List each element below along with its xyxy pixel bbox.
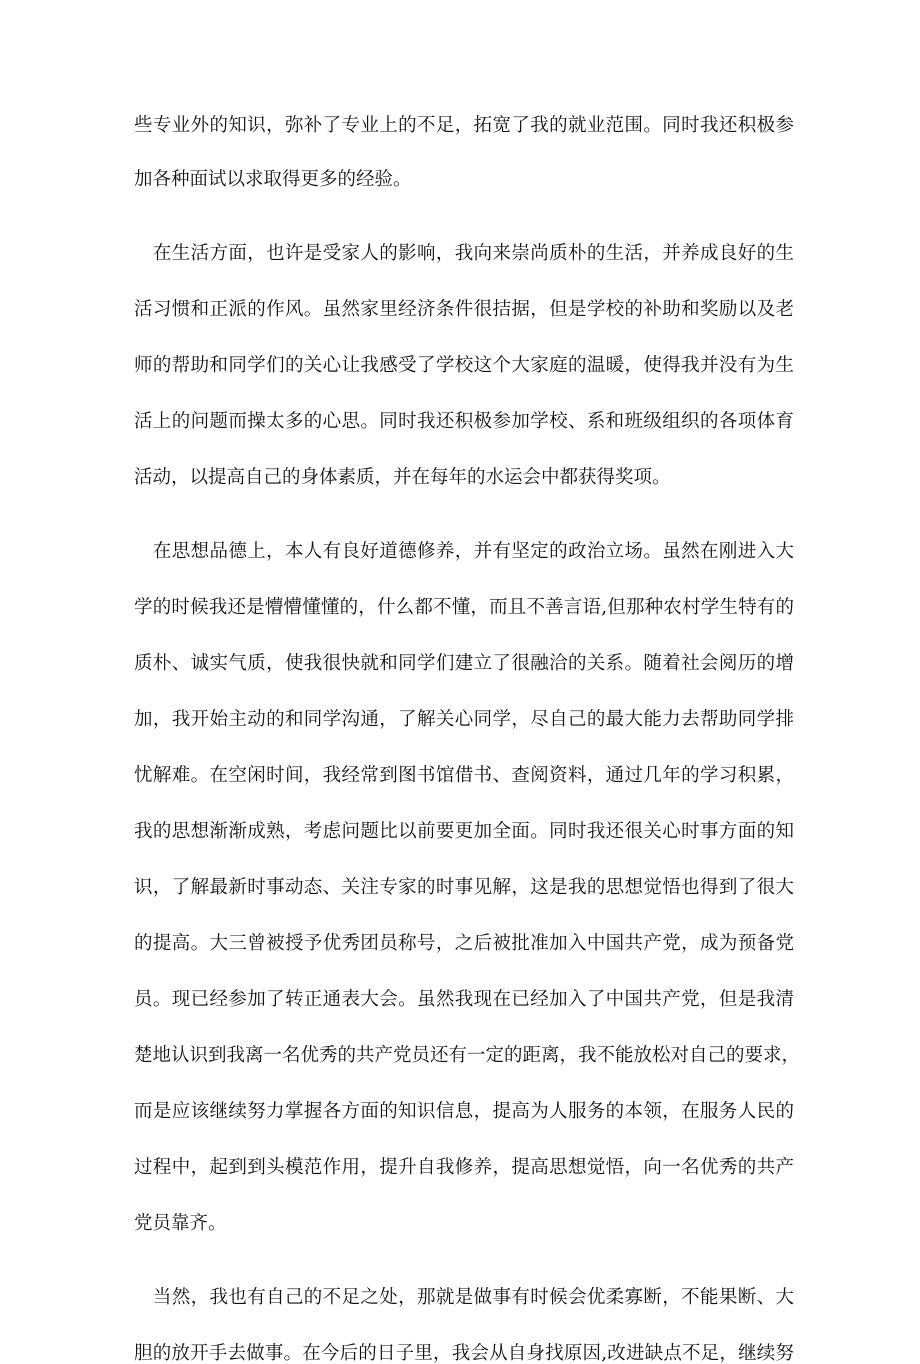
text-line: 在思想品德上，本人有良好道德修养，并有坚定的政治立场。虽然在刚进入大 [134,541,794,562]
text-line: 在生活方面，也许是受家人的影响，我向来崇尚质朴的生活，并养成良好的生 [134,243,794,264]
text-line: 当然，我也有自己的不足之处，那就是做事有时候会优柔寡断，不能果断、大 [134,1287,794,1308]
text-line: 活习惯和正派的作风。虽然家里经济条件很拮据，但是学校的补助和奖励以及老 [134,299,794,320]
text-line: 加各种面试以求取得更多的经验。 [134,169,412,190]
text-line: 忧解难。在空闲时间，我经常到图书馆借书、查阅资料，通过几年的学习积累， [134,765,794,786]
text-line: 而是应该继续努力掌握各方面的知识信息，提高为人服务的本领，在服务人民的 [134,1101,794,1122]
text-line: 我的思想渐渐成熟，考虑问题比以前要更加全面。同时我还很关心时事方面的知 [134,821,794,842]
text-line: 质朴、诚实气质，使我很快就和同学们建立了很融洽的关系。随着社会阅历的增 [134,653,794,674]
text-line: 加，我开始主动的和同学沟通，了解关心同学，尽自己的最大能力去帮助同学排 [134,709,794,730]
text-line: 的提高。大三曾被授予优秀团员称号，之后被批准加入中国共产党，成为预备党 [134,933,794,954]
text-line: 楚地认识到我离一名优秀的共产党员还有一定的距离，我不能放松对自己的要求， [134,1045,801,1066]
text-line: 些专业外的知识，弥补了专业上的不足，拓宽了我的就业范围。同时我还积极参 [134,115,794,136]
text-line: 党员靠齐。 [134,1213,227,1234]
text-line: 师的帮助和同学们的关心让我感受了学校这个大家庭的温暖，使得我并没有为生 [134,355,794,376]
text-line: 活上的问题而操太多的心思。同时我还积极参加学校、系和班级组织的各项体育 [134,411,794,432]
text-line: 活动，以提高自己的身体素质，并在每年的水运会中都获得奖项。 [134,467,671,488]
text-line: 过程中，起到到头模范作用，提升自我修养，提高思想觉悟，向一名优秀的共产 [134,1157,794,1178]
text-line: 胆的放开手去做事。在今后的日子里，我会从自身找原因,改进缺点不足，继续努 [134,1343,794,1364]
text-line: 学的时候我还是懵懵懂懂的，什么都不懂，而且不善言语,但那种农村学生特有的 [134,597,794,618]
text-line: 识，了解最新时事动态、关注专家的时事见解，这是我的思想觉悟也得到了很大 [134,877,794,898]
text-line: 员。现已经参加了转正通表大会。虽然我现在已经加入了中国共产党，但是我清 [134,989,794,1010]
